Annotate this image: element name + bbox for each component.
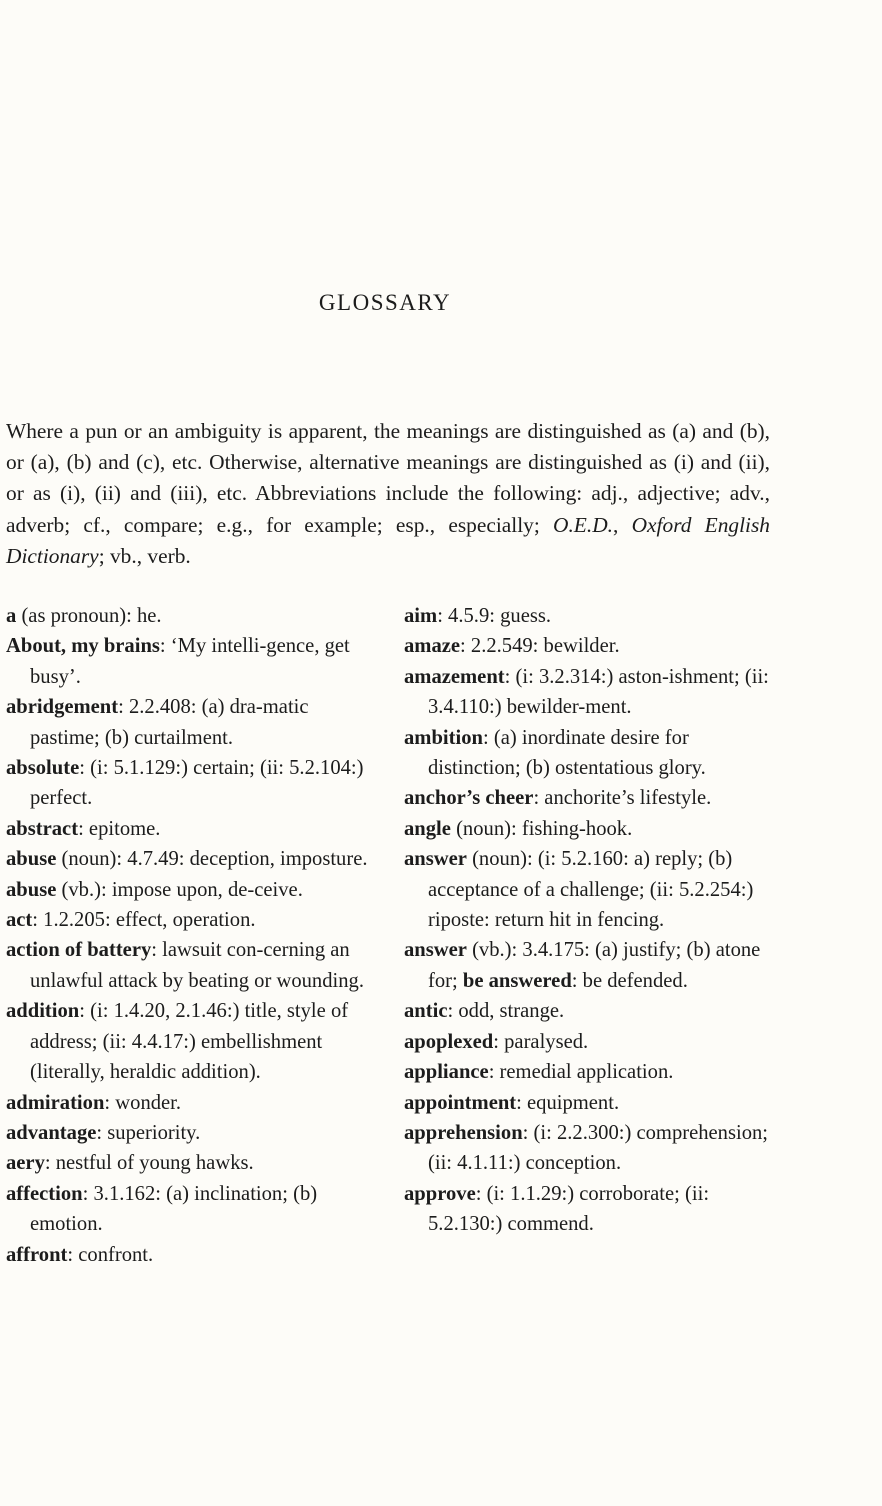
definition: : wonder.	[104, 1091, 182, 1114]
glossary-entry	[6, 1148, 378, 1178]
definition: : 1.2.205: effect, operation.	[32, 909, 256, 932]
glossary-entry	[404, 783, 776, 813]
glossary-entry	[6, 935, 378, 996]
headword: amaze	[404, 635, 461, 658]
definition: : (i: 2.2.300:) comprehension; (ii: 4.1.11:) conception.	[428, 1121, 769, 1175]
headword: answer	[404, 939, 467, 962]
glossary-entry	[404, 662, 776, 723]
definition: : 2.2.408: (a) dra-matic pastime; (b) curtailment.	[30, 696, 309, 749]
headword: absolute	[6, 757, 80, 780]
glossary-entry	[6, 1240, 378, 1270]
headword: approve	[404, 1182, 476, 1205]
definition: (as pronoun): he.	[16, 605, 162, 627]
glossary-entry	[6, 875, 378, 905]
definition: : confront.	[67, 1243, 154, 1266]
intro-oxford-title: Oxford English Dictionary	[6, 512, 770, 568]
definition: : remedial application.	[488, 1061, 674, 1084]
glossary-entry	[6, 844, 378, 874]
headword: amazement	[404, 665, 505, 688]
glossary-entry	[6, 601, 378, 631]
definition: : (a) inordinate desire for distinction; (b) ostentatious glory.	[428, 726, 706, 780]
headword: addition	[6, 1000, 80, 1023]
headword: anchor’s cheer	[404, 787, 534, 810]
page-title: GLOSSARY	[318, 290, 452, 315]
glossary-entry	[404, 844, 776, 935]
headword: angle	[404, 817, 451, 840]
definition: : (i: 5.1.129:) certain; (ii: 5.2.104:) perfect.	[30, 757, 364, 810]
glossary-entry	[6, 631, 378, 692]
headword: appointment	[404, 1091, 517, 1114]
glossary-entry	[6, 905, 378, 935]
headword: admiration	[6, 1091, 105, 1114]
headword: action of battery	[6, 939, 152, 962]
headword: ambition	[404, 726, 483, 749]
glossary-entry	[6, 692, 378, 753]
headword: About, my brains	[6, 635, 160, 658]
headword: aery	[6, 1152, 45, 1175]
glossary-entry	[404, 814, 776, 844]
intro-comma: ,	[613, 512, 632, 537]
headword: advantage	[6, 1121, 97, 1144]
glossary-left-column	[6, 601, 378, 1270]
glossary-entry	[404, 935, 776, 996]
headword: abridgement	[6, 696, 119, 719]
glossary-entry	[404, 601, 776, 631]
headword: appliance	[404, 1061, 489, 1084]
definition: (vb.): 3.4.175: (a) justify; (b) atone for;	[428, 939, 761, 992]
headword: abuse	[6, 878, 57, 901]
headword: a	[6, 605, 17, 627]
glossary-entry	[6, 1118, 378, 1148]
definition: : superiority.	[96, 1121, 201, 1144]
definition: : paralysed.	[493, 1030, 589, 1053]
definition: (noun): 4.7.49: deception, imposture.	[56, 848, 368, 871]
headword: apoplexed	[404, 1030, 494, 1053]
intro-text: Where a pun or an ambiguity is apparent, the meanings are distinguished as (a) and (b), or (a), (b) and (c), etc. Otherwise, alternative meanings are distinguished as (i) and (ii), or as (i), (ii) and (iii), etc. Abbreviations include the following: adj., adjective; adv., adverb; cf., compare; e.g., for example; esp., especially;	[6, 419, 770, 537]
definition: : anchorite’s lifestyle.	[533, 787, 712, 810]
definition: : 3.1.162: (a) inclination; (b) emotion.	[30, 1182, 318, 1236]
glossary-entry	[404, 1027, 776, 1057]
glossary-entry	[6, 996, 378, 1087]
headword: answer	[404, 848, 467, 871]
definition: : ‘My intelli-gence, get busy’.	[30, 635, 350, 688]
intro-text-end: ; vb., verb.	[98, 543, 191, 568]
glossary-entry	[6, 1088, 378, 1118]
glossary-right-column	[404, 601, 776, 1240]
definition: : (i: 1.4.20, 2.1.46:) title, style of address; (ii: 4.4.17:) embellishment (literally, heraldic addition).	[30, 1000, 349, 1084]
glossary-entry	[404, 1118, 776, 1179]
headword: affront	[6, 1243, 68, 1266]
glossary-entry	[6, 814, 378, 844]
definition: (noun): fishing-hook.	[450, 817, 633, 840]
definition: (noun): (i: 5.2.160: a) reply; (b) acceptance of a challenge; (ii: 5.2.254:) riposte: return hit in fencing.	[428, 848, 754, 932]
sub-headword: be answered	[462, 969, 572, 992]
headword: abuse	[6, 848, 57, 871]
definition: : (i: 3.2.314:) aston-ishment; (ii: 3.4.110:) bewilder-ment.	[428, 665, 769, 719]
headword: antic	[404, 1000, 448, 1023]
definition: (vb.): impose upon, de-ceive.	[56, 878, 303, 901]
definition: : lawsuit con-cerning an unlawful attack by beating or wounding.	[30, 939, 364, 992]
intro-oed-abbrev: O.E.D.	[553, 512, 614, 537]
glossary-entry	[404, 723, 776, 784]
glossary-entry	[404, 1088, 776, 1118]
headword: apprehension	[404, 1121, 523, 1144]
glossary-entry	[404, 631, 776, 661]
glossary-entry	[6, 753, 378, 814]
intro-paragraph	[6, 416, 770, 572]
definition: : (i: 1.1.29:) corroborate; (ii: 5.2.130:) commend.	[428, 1182, 710, 1236]
glossary-entry	[404, 1179, 776, 1240]
definition: : 2.2.549: bewilder.	[460, 635, 620, 658]
sub-definition: : be defended.	[571, 969, 688, 992]
definition: : epitome.	[78, 817, 161, 840]
glossary-entry	[404, 1057, 776, 1087]
headword: act	[6, 909, 33, 932]
headword: affection	[6, 1182, 83, 1205]
definition: : odd, strange.	[447, 1000, 565, 1023]
glossary-entry	[6, 1179, 378, 1240]
glossary-entry	[404, 996, 776, 1026]
definition: : equipment.	[516, 1091, 620, 1114]
definition: : nestful of young hawks.	[44, 1152, 254, 1175]
headword: abstract	[6, 817, 79, 840]
headword: aim	[404, 605, 438, 627]
definition: : 4.5.9: guess.	[437, 605, 552, 627]
